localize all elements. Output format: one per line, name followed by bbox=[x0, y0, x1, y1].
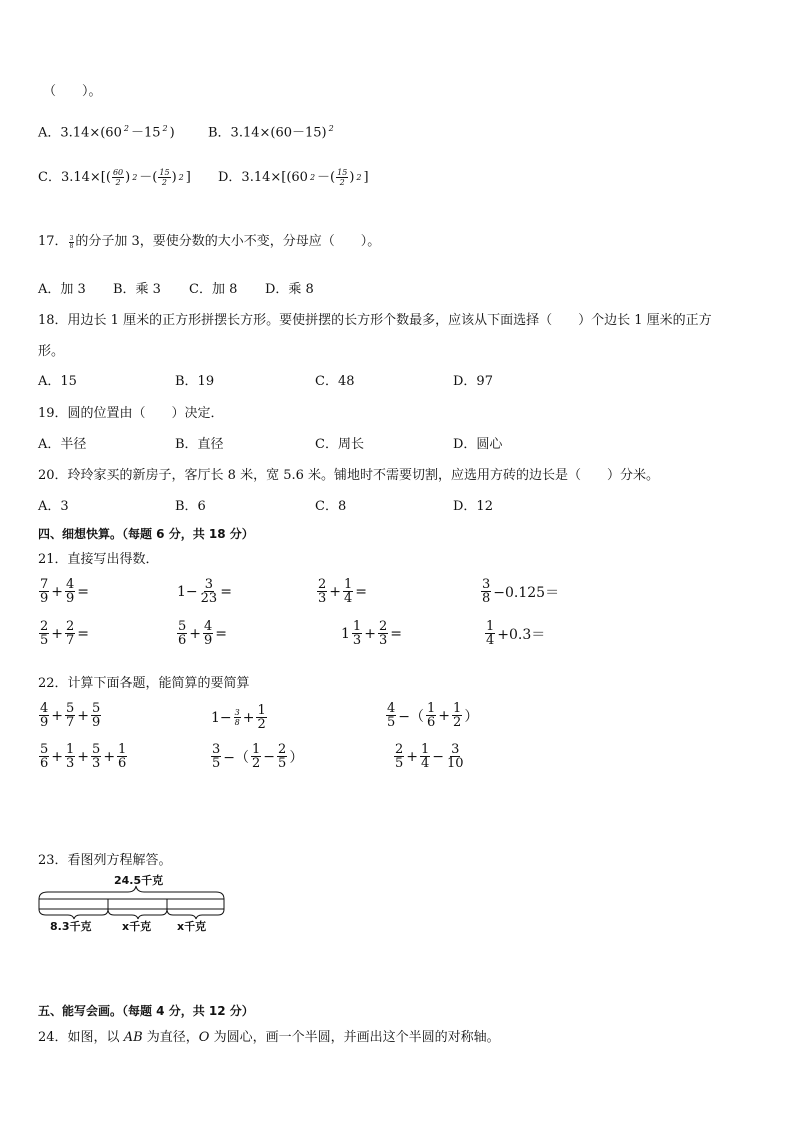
q17-option-c: C．加 8 bbox=[189, 282, 238, 297]
section-4-heading: 四、细想快算。（每题 6 分，共 18 分） bbox=[38, 527, 254, 541]
point-o-label: O bbox=[198, 1030, 210, 1045]
segment-ab-label: AB bbox=[123, 1030, 143, 1045]
q22-expr-4: $\frac{5}{6}$ + $\frac{1}{3}$ + $\frac{5}{3}$ + $\frac{1}{6}$ bbox=[40, 742, 127, 771]
q16-paren: （ ）。 bbox=[43, 84, 102, 99]
q20-option-b: B．6 bbox=[175, 499, 206, 514]
q22-expr-3: $\frac{4}{5}$ −（ $\frac{1}{6}$ + $\frac{1}{2}$ ） bbox=[387, 701, 479, 730]
part3-label: x千克 bbox=[177, 920, 207, 933]
q21-expr-7: 1 $\frac{1}{3}$ + $\frac{2}{3}$ = bbox=[341, 619, 402, 648]
q16-option-a: A．3.14×(60 $^2$ －15 $^2$ ) bbox=[38, 124, 175, 141]
part1-label: 8.3千克 bbox=[50, 920, 92, 933]
q21-expr-5: $\frac{2}{5}$ + $\frac{2}{7}$ = bbox=[40, 619, 90, 648]
part1-brace bbox=[39, 909, 108, 919]
q16-option-b: B．3.14×(60－15) $^2$ bbox=[208, 124, 334, 141]
q18-option-c: C．48 bbox=[315, 374, 355, 389]
q19-stem: 19．圆的位置由（ ）决定． bbox=[38, 406, 224, 421]
q17-option-b: B．乘 3 bbox=[113, 282, 161, 297]
q21-expr-8: $\frac{1}{4}$ +0.3＝ bbox=[486, 619, 546, 648]
q17-option-a: A．加 3 bbox=[38, 282, 86, 297]
q20-option-c: C．8 bbox=[315, 499, 347, 514]
q17-option-d: D．乘 8 bbox=[265, 282, 314, 297]
q21-stem: 21．直接写出得数． bbox=[38, 552, 159, 567]
q17-stem: 17． $\frac{3}{8}$ 的分子加 3，要使分数的大小不变，分母应（ ）。 bbox=[38, 234, 381, 250]
q23-segment-diagram bbox=[36, 874, 231, 938]
segment-bar bbox=[39, 899, 224, 909]
q22-stem: 22．计算下面各题，能简算的要简算 bbox=[38, 676, 250, 691]
q20-option-a: A．3 bbox=[38, 499, 69, 514]
q19-option-d: D．圆心 bbox=[453, 437, 503, 452]
total-label: 24.5千克 bbox=[114, 874, 164, 887]
q20-option-d: D．12 bbox=[453, 499, 493, 514]
q19-option-b: B．直径 bbox=[175, 437, 224, 452]
q16-option-c: C．3.14×[( $\frac{60}{2}$ ) 2 －( $\frac{15}{2}$ ) 2 ] bbox=[38, 168, 191, 187]
q21-expr-1: $\frac{7}{9}$ + $\frac{4}{9}$ = bbox=[40, 577, 90, 606]
q22-expr-1: $\frac{4}{9}$ + $\frac{5}{7}$ + $\frac{5}{9}$ bbox=[40, 701, 101, 730]
q20-stem: 20．玲玲家买的新房子，客厅长 8 米，宽 5.6 米。铺地时不需要切割，应选用方砖的边长是（ ）分米。 bbox=[38, 468, 660, 483]
part2-label: x千克 bbox=[122, 920, 152, 933]
q21-expr-6: $\frac{5}{6}$ + $\frac{4}{9}$ = bbox=[178, 619, 228, 648]
q18-option-b: B．19 bbox=[175, 374, 215, 389]
q19-option-c: C．周长 bbox=[315, 437, 364, 452]
q18-stem-line2: 形。 bbox=[38, 344, 65, 359]
part3-brace bbox=[167, 909, 224, 919]
q21-expr-2: 1− $\frac{3}{23}$ = bbox=[177, 577, 232, 606]
q18-option-a: A．15 bbox=[38, 374, 77, 389]
section-5-heading: 五、能写会画。（每题 4 分，共 12 分） bbox=[38, 1004, 254, 1018]
q22-expr-6: $\frac{2}{5}$ + $\frac{1}{4}$ − $\frac{3}{10}$ bbox=[395, 742, 464, 771]
q16-option-d: D．3.14×[(60 2 －( $\frac{15}{2}$ ) 2 ] bbox=[218, 168, 369, 187]
q23-stem: 23．看图列方程解答。 bbox=[38, 853, 172, 868]
q19-option-a: A．半径 bbox=[38, 437, 87, 452]
q18-option-d: D．97 bbox=[453, 374, 493, 389]
q21-expr-4: $\frac{3}{8}$ −0.125＝ bbox=[482, 577, 560, 606]
q21-expr-3: $\frac{2}{3}$ + $\frac{1}{4}$ = bbox=[318, 577, 368, 606]
q24-stem: 24．如图，以 AB 为直径，O 为圆心，画一个半圆，并画出这个半圆的对称轴。 bbox=[38, 1030, 500, 1045]
q22-expr-2: 1− $\frac{3}{8}$ + $\frac{1}{2}$ bbox=[211, 703, 266, 732]
q18-stem-line1: 18．用边长 1 厘米的正方形拼摆长方形。要使拼摆的长方形个数最多，应该从下面选择（ ）个边长 1 厘米的正方 bbox=[38, 313, 712, 328]
q22-expr-5: $\frac{3}{5}$ −（ $\frac{1}{2}$ − $\frac{2}{5}$ ） bbox=[212, 742, 304, 771]
part2-brace bbox=[108, 909, 167, 919]
